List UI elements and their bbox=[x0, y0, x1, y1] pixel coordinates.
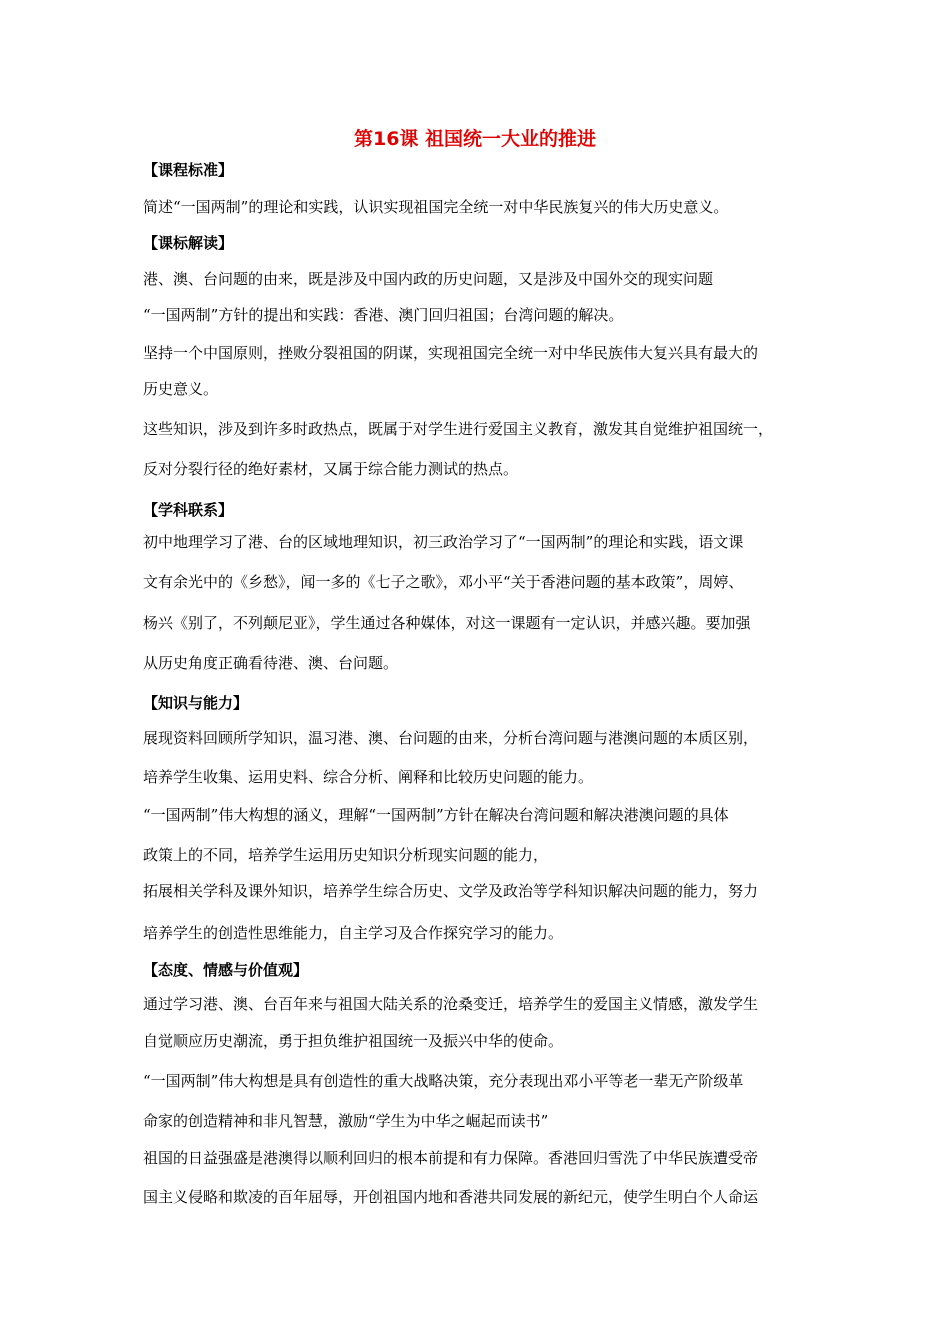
body-text-line: 文有余光中的《乡愁》，闻一多的《七子之歌》，邓小平“关于香港问题的基本政策”，周婷、 bbox=[143, 573, 744, 591]
section-heading: 【课程标准】 bbox=[143, 161, 234, 179]
body-text-line: 坚持一个中国原则，挫败分裂祖国的阴谋，实现祖国完全统一对中华民族伟大复兴具有最大的 bbox=[143, 344, 759, 362]
body-text-line: “一国两制”方针的提出和实践：香港、澳门回归祖国；台湾问题的解决。 bbox=[143, 306, 624, 324]
body-text-line: 命家的创造精神和非凡智慧，激励“学生为中华之崛起而读书” bbox=[143, 1112, 549, 1130]
body-text-line: “一国两制”伟大构想的涵义，理解“一国两制”方针在解决台湾问题和解决港澳问题的具体 bbox=[143, 806, 729, 824]
section-heading: 【知识与能力】 bbox=[143, 694, 249, 712]
section-heading: 【态度、情感与价值观】 bbox=[143, 961, 309, 979]
body-text-line: 从历史角度正确看待港、澳、台问题。 bbox=[143, 654, 399, 672]
section-heading: 【课标解读】 bbox=[143, 234, 234, 252]
body-text-line: 港、澳、台问题的由来，既是涉及中国内政的历史问题，又是涉及中国外交的现实问题 bbox=[143, 270, 714, 288]
body-text-line: 展现资料回顾所学知识，温习港、澳、台问题的由来，分析台湾问题与港澳问题的本质区别， bbox=[143, 729, 759, 747]
section-heading: 【学科联系】 bbox=[143, 501, 234, 519]
body-text-line: 历史意义。 bbox=[143, 380, 219, 398]
body-text-line: 培养学生的创造性思维能力，自主学习及合作探究学习的能力。 bbox=[143, 924, 564, 942]
body-text-line: 这些知识，涉及到许多时政热点，既属于对学生进行爱国主义教育，激发其自觉维护祖国统一， bbox=[143, 420, 774, 438]
body-text-line: “一国两制”伟大构想是具有创造性的重大战略决策，充分表现出邓小平等老一辈无产阶级革 bbox=[143, 1072, 744, 1090]
body-text-line: 简述“一国两制”的理论和实践，认识实现祖国完全统一对中华民族复兴的伟大历史意义。 bbox=[143, 198, 729, 216]
body-text-line: 通过学习港、澳、台百年来与祖国大陆关系的沧桑变迁，培养学生的爱国主义情感，激发学生 bbox=[143, 995, 759, 1013]
body-text-line: 国主义侵略和欺凌的百年屈辱，开创祖国内地和香港共同发展的新纪元，使学生明白个人命运 bbox=[143, 1188, 759, 1206]
body-text-line: 培养学生收集、运用史料、综合分析、阐释和比较历史问题的能力。 bbox=[143, 768, 594, 786]
body-text-line: 祖国的日益强盛是港澳得以顺利回归的根本前提和有力保障。香港回归雪洗了中华民族遭受帝 bbox=[143, 1149, 759, 1167]
body-text-line: 反对分裂行径的绝好素材，又属于综合能力测试的热点。 bbox=[143, 460, 519, 478]
lesson-title: 第16课 祖国统一大业的推进 bbox=[353, 128, 597, 150]
body-text-line: 杨兴《别了，不列颠尼亚》，学生通过各种媒体，对这一课题有一定认识，并感兴趣。要加强 bbox=[143, 614, 751, 632]
body-text-line: 初中地理学习了港、台的区域地理知识，初三政治学习了“一国两制”的理论和实践，语文课 bbox=[143, 533, 744, 551]
body-text-line: 拓展相关学科及课外知识，培养学生综合历史、文学及政治等学科知识解决问题的能力，努力 bbox=[143, 882, 759, 900]
body-text-line: 政策上的不同，培养学生运用历史知识分析现实问题的能力， bbox=[143, 846, 549, 864]
body-text-line: 自觉顺应历史潮流，勇于担负维护祖国统一及振兴中华的使命。 bbox=[143, 1032, 564, 1050]
